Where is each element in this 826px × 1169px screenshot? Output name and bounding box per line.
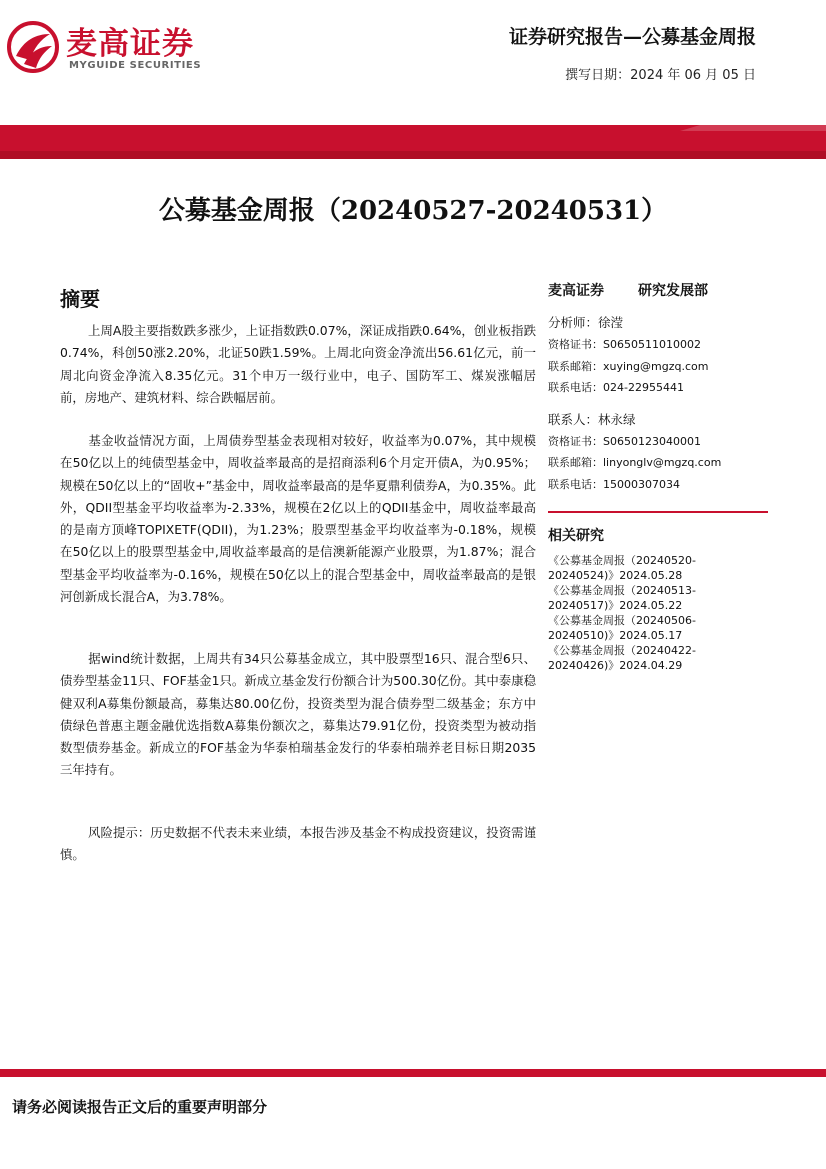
report-type: 证券研究报告—公募基金周报 — [508, 26, 756, 48]
summary-paragraph-returns: 基金收益情况方面，上周债券型基金表现相对较好，收益率为0.07%，其中规模在50亿以上的纯债型基金中，周收益率最高的是招商添利6个月定开债A，为0.95%；规模在50亿以上的“固收+”基金中，周收益率最高的是华夏鼎利债券A，为0.35%。此外，QDII型基金平均收益率为-2.33%，规模在2亿以上的QDII基金中，周收益率最高的是南方顶峰TOPIXETF(QDII)，为1.23%；股票型基金平均收益率为-0.18%，规模在50亿以上的股票型基金中,周收益率最高的是信澳新能源产业股票，为1.87%；混合型基金平均收益率为-0.16%，规模在50亿以上的混合型基金中，周收益率最高的是银河创新成长混合A，为3.78%。 — [60, 433, 536, 605]
header-banner — [0, 125, 826, 159]
related-report-link[interactable]: 《公募基金周报（20240513- 20240517)》2024.05.22 — [548, 584, 696, 612]
footer-disclaimer: 请务必阅读报告正文后的重要声明部分 — [12, 1098, 268, 1116]
related-report-link[interactable]: 《公募基金周报（20240422- 20240426)》2024.04.29 — [548, 644, 696, 672]
org-name: 麦高证券 — [548, 283, 604, 299]
analyst-cert: 资格证书：S0650511010002 — [548, 338, 701, 351]
myguide-swirl-logo-icon — [6, 20, 60, 74]
footer-divider — [0, 1069, 826, 1077]
brand-logo — [6, 18, 216, 78]
related-research-heading: 相关研究 — [548, 528, 604, 544]
summary-paragraph-new-funds: 据wind统计数据，上周共有34只公募基金成立，其中股票型16只、混合型6只、债券型基金11只、FOF基金1只。新成立基金发行份额合计为500.30亿份。其中泰康稳健双利A募集份额最高，募集达80.00亿份，投资类型为混合债券型二级基金；东方中债绿色普惠主题金融优选指数A募集份额次之，募集达79.91亿份，投资类型为被动指数型债券基金。新成立的FOF基金为华泰柏瑞基金发行的华泰柏瑞养老目标日期2035三年持有。 — [60, 651, 536, 778]
contact-name: 联系人：林永绿 — [548, 411, 636, 427]
contact-email[interactable]: 联系邮箱：linyonglv@mgzq.com — [548, 456, 722, 469]
analyst-info — [548, 312, 770, 399]
related-report-link[interactable]: 《公募基金周报（20240506- 20240510)》2024.05.17 — [548, 614, 696, 642]
sidebar-org — [548, 280, 770, 300]
analyst-email[interactable]: 联系邮箱：xuying@mgzq.com — [548, 359, 709, 373]
summary-heading: 摘要 — [60, 287, 100, 311]
sidebar — [548, 280, 770, 673]
brand-name-cn: 麦高证券 — [66, 26, 194, 62]
contact-cert: 资格证书：S0650123040001 — [548, 434, 701, 448]
sidebar-divider — [548, 511, 768, 513]
summary-paragraph-market: 上周A股主要指数跌多涨少，上证指数跌0.07%，深证成指跌0.64%，创业板指跌0.74%，科创50涨2.20%，北证50跌1.59%。上周北向资金净流出56.61亿元，前一周北向资金净流入8.35亿元。31个申万一级行业中，电子、国防军工、煤炭涨幅居前，房地产、建筑材料、综合跌幅居前。 — [60, 323, 536, 405]
contact-info — [548, 409, 770, 496]
analyst-name: 分析师：徐滢 — [548, 315, 624, 330]
brand-name-en: MYGUIDE SECURITIES — [69, 60, 202, 71]
related-report-link[interactable]: 《公募基金周报（20240520- 20240524)》2024.05.28 — [548, 554, 696, 582]
report-date: 撰写日期：2024 年 06 月 05 日 — [565, 68, 756, 83]
contact-phone: 联系电话：15000307034 — [548, 477, 680, 491]
department-name: 研究发展部 — [638, 283, 708, 299]
page-title: 公募基金周报（20240527-20240531） — [158, 196, 668, 226]
analyst-phone: 联系电话：024-22955441 — [548, 381, 684, 394]
risk-warning: 风险提示：历史数据不代表未来业绩，本报告涉及基金不构成投资建议，投资需谨慎。 — [60, 825, 536, 863]
